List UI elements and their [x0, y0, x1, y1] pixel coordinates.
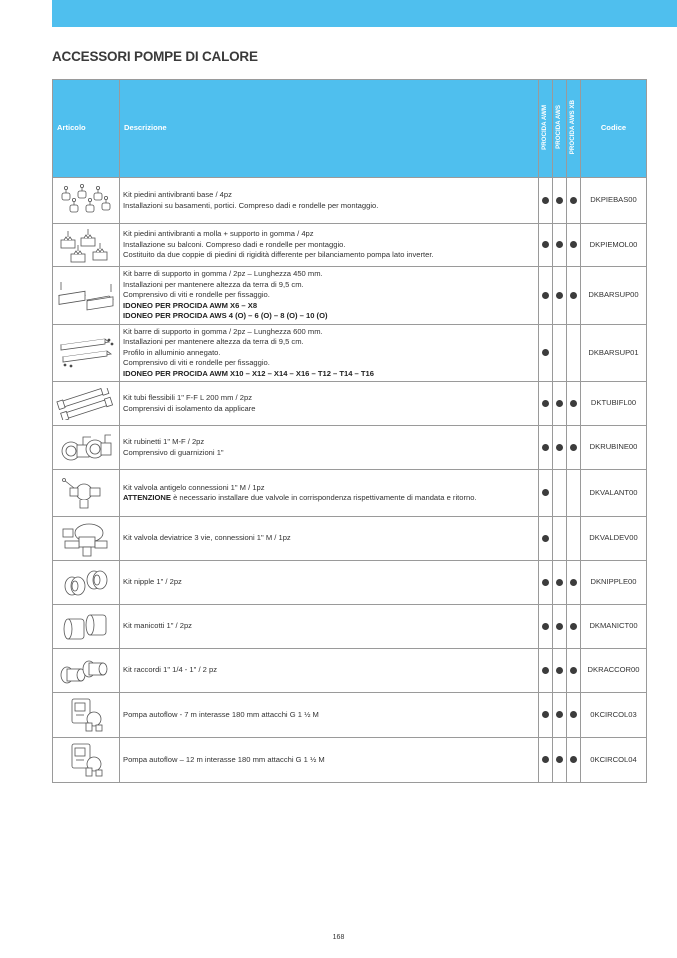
compat-cell-awm	[539, 267, 553, 325]
description-line: IDONEO PER PROCIDA AWM X10 – X12 – X14 – X16 – T12 – T14 – T16	[123, 368, 374, 378]
compat-cell-awm	[539, 517, 553, 561]
article-image-cell	[53, 605, 120, 649]
description-cell	[120, 178, 539, 224]
accessories-table	[52, 79, 647, 783]
table-row	[53, 382, 647, 426]
description-line: Installazione su balconi. Compreso dadi e rondelle per montaggio.	[123, 239, 346, 249]
description-line: Kit manicotti 1" / 2pz	[123, 621, 192, 631]
compat-cell-aws	[553, 693, 567, 738]
compat-cell-awsxb	[567, 517, 581, 561]
product-code: DKMANICT00	[581, 605, 647, 649]
compatibility-bullet	[542, 400, 549, 407]
product-code: DKPIEBAS00	[581, 178, 647, 224]
compatibility-bullet	[570, 292, 577, 299]
spring-feet-icon	[53, 226, 119, 264]
compat-cell-awm	[539, 738, 553, 783]
aluminium-bars-icon	[53, 335, 119, 371]
page-number: 168	[332, 934, 345, 941]
compatibility-bullet	[556, 623, 563, 630]
compat-cell-awm	[539, 426, 553, 470]
description-cell	[120, 605, 539, 649]
description-line: IDONEO PER PROCIDA AWM X6 – X8	[123, 300, 258, 310]
compat-cell-awsxb	[567, 738, 581, 783]
description-cell	[120, 649, 539, 693]
compat-cell-aws	[553, 738, 567, 783]
compat-cell-awm	[539, 605, 553, 649]
compat-cell-awsxb	[567, 649, 581, 693]
compatibility-bullet	[542, 623, 549, 630]
compatibility-bullet	[570, 711, 577, 718]
description-line: Installazioni su basamenti, portici. Compreso dadi e rondelle per montaggio.	[123, 200, 379, 210]
description-line: Kit valvola antigelo connessioni 1" M / 1pz	[123, 482, 265, 492]
compatibility-bullet	[542, 489, 549, 496]
compatibility-bullet	[556, 241, 563, 248]
description-line: è necessario installare due valvole in corrispondenza rispettivamente di mandata e ritorno.	[170, 493, 477, 502]
column-header-procida-awm	[539, 80, 553, 178]
compat-cell-awm	[539, 470, 553, 517]
compat-cell-awsxb	[567, 561, 581, 605]
description-cell	[120, 561, 539, 605]
product-code: DKNIPPLE00	[581, 561, 647, 605]
article-image-cell	[53, 426, 120, 470]
compat-cell-awm	[539, 325, 553, 382]
fittings-icon	[53, 655, 119, 687]
compatibility-bullet	[570, 241, 577, 248]
description-line: Kit barre di supporto in gomma / 2pz – Lunghezza 600 mm.	[123, 326, 323, 336]
diverter-valve-icon	[53, 519, 119, 559]
description-line: Kit rubinetti 1" M-F / 2pz	[123, 437, 205, 447]
description-cell	[120, 224, 539, 267]
description-line: Kit piedini antivibranti base / 4pz	[123, 190, 232, 200]
product-code: DKBARSUP00	[581, 267, 647, 325]
description-line: Pompa autoflow – 12 m interasse 180 mm attacchi G 1 ½ M	[123, 754, 325, 764]
description-cell	[120, 470, 539, 517]
compat-cell-awm	[539, 649, 553, 693]
article-image-cell	[53, 325, 120, 382]
compat-cell-awsxb	[567, 693, 581, 738]
table-row	[53, 426, 647, 470]
compat-cell-awsxb	[567, 267, 581, 325]
article-image-cell	[53, 517, 120, 561]
compat-cell-aws	[553, 561, 567, 605]
model-label-aws: PROCIDA AWS	[555, 105, 563, 149]
compatibility-bullet	[556, 579, 563, 586]
article-image-cell	[53, 738, 120, 783]
flexible-hoses-icon	[53, 388, 119, 420]
compatibility-bullet	[556, 444, 563, 451]
compatibility-bullet	[542, 444, 549, 451]
compat-cell-awm	[539, 224, 553, 267]
compatibility-bullet	[556, 756, 563, 763]
compatibility-bullet	[570, 197, 577, 204]
description-line: Installazioni per mantenere altezza da terra di 9,5 cm.	[123, 279, 304, 289]
compatibility-bullet	[570, 444, 577, 451]
description-cell	[120, 325, 539, 382]
compat-cell-awsxb	[567, 470, 581, 517]
table-row	[53, 693, 647, 738]
compat-cell-aws	[553, 325, 567, 382]
table-row	[53, 325, 647, 382]
description-line: Kit nipple 1" / 2pz	[123, 577, 182, 587]
compat-cell-aws	[553, 517, 567, 561]
table-row	[53, 470, 647, 517]
description-line: Pompa autoflow - 7 m interasse 180 mm attacchi G 1 ½ M	[123, 709, 319, 719]
compat-cell-awm	[539, 382, 553, 426]
compatibility-bullet	[542, 711, 549, 718]
compat-cell-awsxb	[567, 224, 581, 267]
compat-cell-awsxb	[567, 178, 581, 224]
column-header-articolo: Articolo	[53, 80, 120, 178]
taps-icon	[53, 431, 119, 465]
article-image-cell	[53, 649, 120, 693]
description-line: Comprensivo di viti e rondelle per fissaggio.	[123, 358, 270, 368]
pump-icon	[53, 695, 119, 735]
compat-cell-aws	[553, 224, 567, 267]
article-image-cell	[53, 224, 120, 267]
compatibility-bullet	[542, 535, 549, 542]
compat-cell-awm	[539, 561, 553, 605]
description-cell	[120, 382, 539, 426]
compat-cell-aws	[553, 426, 567, 470]
table-row	[53, 178, 647, 224]
compatibility-bullet	[556, 711, 563, 718]
compat-cell-aws	[553, 649, 567, 693]
sleeves-icon	[53, 611, 119, 643]
compatibility-bullet	[542, 667, 549, 674]
top-color-band	[52, 0, 677, 27]
description-line: Costituito da due coppie di piedini di rigidità differente per bilanciamento pompa lato inverter.	[123, 250, 434, 260]
description-line: Kit barre di supporto in gomma / 2pz – Lunghezza 450 mm.	[123, 269, 323, 279]
compatibility-bullet	[542, 197, 549, 204]
compat-cell-awsxb	[567, 605, 581, 649]
compatibility-bullet	[556, 400, 563, 407]
table-row	[53, 561, 647, 605]
vibration-feet-icon	[53, 183, 119, 219]
compat-cell-awsxb	[567, 426, 581, 470]
description-line: Comprensivi di isolamento da applicare	[123, 403, 256, 413]
description-cell	[120, 517, 539, 561]
description-line: Profilo in alluminio annegato.	[123, 347, 221, 357]
product-code: DKPIEMOL00	[581, 224, 647, 267]
compat-cell-awsxb	[567, 325, 581, 382]
compatibility-bullet	[556, 197, 563, 204]
compatibility-bullet	[570, 756, 577, 763]
article-image-cell	[53, 382, 120, 426]
product-code: DKTUBIFL00	[581, 382, 647, 426]
page-title: ACCESSORI POMPE DI CALORE	[52, 49, 258, 64]
article-image-cell	[53, 693, 120, 738]
compatibility-bullet	[542, 579, 549, 586]
article-image-cell	[53, 470, 120, 517]
compat-cell-awm	[539, 178, 553, 224]
table-row	[53, 738, 647, 783]
description-cell	[120, 738, 539, 783]
model-label-aws-xb: PROCIDA AWS XB	[569, 99, 577, 155]
table-header-row	[53, 80, 647, 178]
description-cell	[120, 693, 539, 738]
description-line: Kit raccordi 1" 1/4 - 1" / 2 pz	[123, 665, 218, 675]
article-image-cell	[53, 267, 120, 325]
description-line: Installazioni per mantenere altezza da terra di 9,5 cm.	[123, 337, 304, 347]
rubber-bars-icon	[53, 278, 119, 314]
compatibility-bullet	[542, 241, 549, 248]
description-line: Kit piedini antivibranti a molla + supporto in gomma / 4pz	[123, 229, 314, 239]
description-cell	[120, 267, 539, 325]
compatibility-bullet	[542, 349, 549, 356]
compat-cell-aws	[553, 267, 567, 325]
product-code: 0KCIRCOL03	[581, 693, 647, 738]
table-row	[53, 224, 647, 267]
compatibility-bullet	[556, 292, 563, 299]
description-line: ATTENZIONE	[123, 493, 171, 502]
model-label-awm: PROCIDA AWM	[541, 104, 549, 150]
compatibility-bullet	[570, 400, 577, 407]
compat-cell-aws	[553, 470, 567, 517]
description-cell	[120, 426, 539, 470]
column-header-descrizione: Descrizione	[120, 80, 539, 178]
product-code: DKRUBINE00	[581, 426, 647, 470]
compat-cell-aws	[553, 178, 567, 224]
description-line: Kit tubi flessibili 1" F-F L 200 mm / 2pz	[123, 393, 253, 403]
nipple-icon	[53, 566, 119, 600]
compat-cell-aws	[553, 605, 567, 649]
product-code: DKVALANT00	[581, 470, 647, 517]
compat-cell-awsxb	[567, 382, 581, 426]
compatibility-bullet	[542, 292, 549, 299]
product-code: DKBARSUP01	[581, 325, 647, 382]
compatibility-bullet	[556, 667, 563, 674]
column-header-codice: Codice	[581, 80, 647, 178]
pump-icon	[53, 740, 119, 780]
product-code: DKRACCOR00	[581, 649, 647, 693]
description-line: Comprensivo di guarnizioni 1"	[123, 447, 224, 457]
article-image-cell	[53, 178, 120, 224]
product-code: 0KCIRCOL04	[581, 738, 647, 783]
compatibility-bullet	[570, 579, 577, 586]
description-line: Comprensivo di viti e rondelle per fissaggio.	[123, 290, 270, 300]
compatibility-bullet	[570, 667, 577, 674]
description-line: IDONEO PER PROCIDA AWS 4 (O) – 6 (O) – 8 (O) – 10 (O)	[123, 311, 328, 321]
compatibility-bullet	[542, 756, 549, 763]
article-image-cell	[53, 561, 120, 605]
table-row	[53, 267, 647, 325]
antifreeze-valve-icon	[53, 474, 119, 512]
table-row	[53, 517, 647, 561]
compatibility-bullet	[570, 623, 577, 630]
column-header-procida-aws-xb	[567, 80, 581, 178]
compat-cell-awm	[539, 693, 553, 738]
compat-cell-aws	[553, 382, 567, 426]
table-row	[53, 605, 647, 649]
table-row	[53, 649, 647, 693]
product-code: DKVALDEV00	[581, 517, 647, 561]
column-header-procida-aws	[553, 80, 567, 178]
description-line: Kit valvola deviatrice 3 vie, connessioni 1" M / 1pz	[123, 533, 291, 543]
